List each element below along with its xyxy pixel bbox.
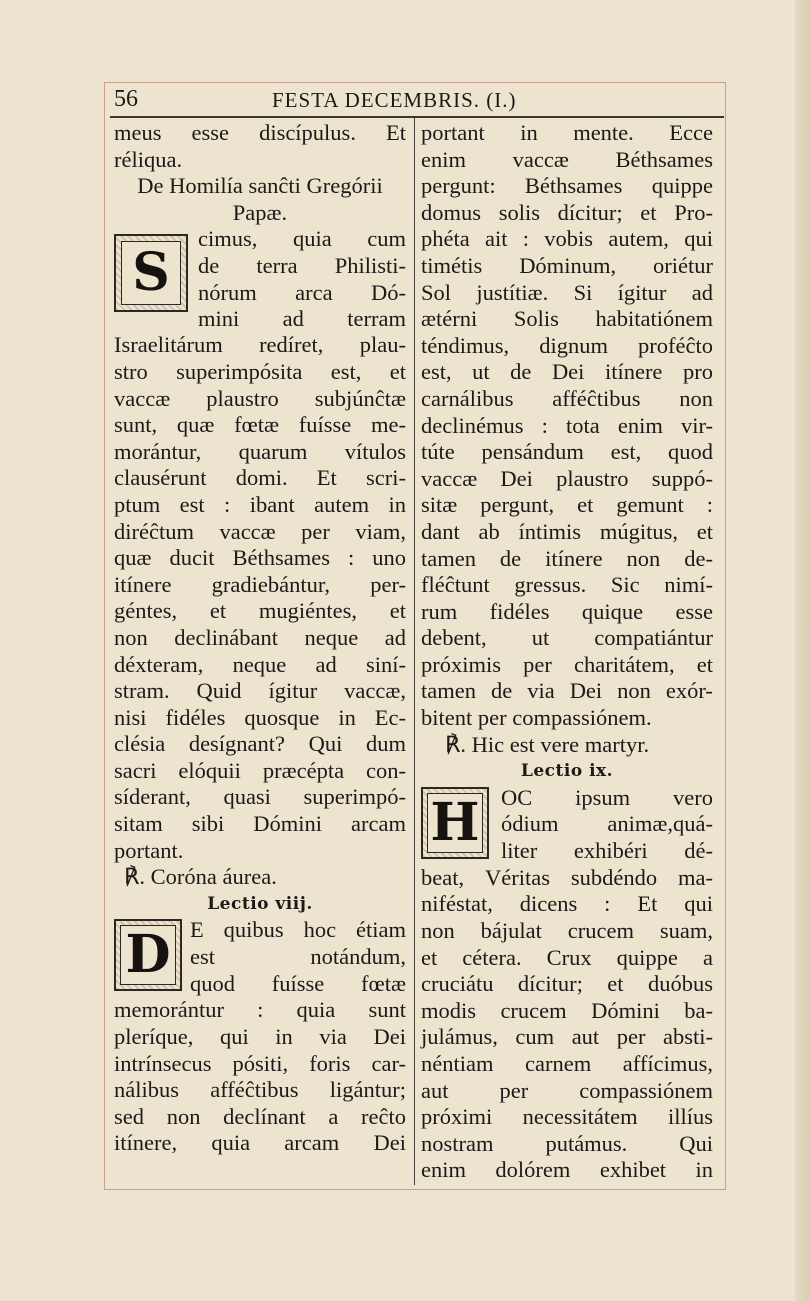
text-line: itínere, quia arcam Dei [114, 1130, 406, 1156]
page-number: 56 [114, 86, 138, 112]
text-line: pleríque, qui in via Dei [114, 1024, 406, 1050]
running-title: FESTA DECEMBRIS. (I.) [272, 88, 517, 112]
text-line: ætérni Solis habitatiónem [421, 306, 713, 332]
text-line: enim dolórem exhibet in [421, 1157, 713, 1183]
initial-letter: D [125, 924, 171, 986]
text-line: téndimus, dignum proféĉto [421, 332, 713, 358]
text-line: quæ ducit Béthsames : uno [114, 545, 406, 571]
text-line: enim vaccæ Béthsames [421, 146, 713, 172]
text-line: nórum arca Dó- [198, 279, 406, 305]
text-line: nisi fidéles quosque in Ec- [114, 704, 406, 730]
text-line: ptum est : ibant autem in [114, 491, 406, 517]
left-column [114, 120, 406, 1157]
text-line: mini ad terram [198, 306, 406, 332]
text-line: sunt, quæ fœtæ fuísse me- [114, 412, 406, 438]
frame-rule-right [725, 82, 726, 1190]
column-divider [414, 118, 415, 1185]
ornamental-initial-d [114, 919, 182, 991]
text-line: Israelitárum redíret, plau- [114, 332, 406, 358]
text-line: vaccæ plaustro subjúnĉtæ [114, 385, 406, 411]
text-line: quod fuísse fœtæ [190, 970, 406, 996]
text-line: stro superimpósita est, et [114, 358, 406, 384]
text-line: próximi necessitátem illíus [421, 1104, 713, 1130]
text-line: ódium animæ,quá- [501, 811, 713, 837]
initial-letter: S [132, 242, 170, 304]
text-line: niféstat, dicens : Et qui [421, 891, 713, 917]
text-line: domus solis dícitur; et Pro- [421, 199, 713, 225]
text-line: et cétera. Crux quippe a [421, 944, 713, 970]
text-line: fléĉtunt gressus. Sic nimí- [421, 572, 713, 598]
responsory: ℟. Hic est vere martyr. [445, 731, 650, 757]
right-column [421, 120, 713, 1184]
ornamental-initial-s [114, 234, 188, 312]
text-line: próximis per charitátem, et [421, 651, 713, 677]
text-line: julámus, cum aut per absti- [421, 1024, 713, 1050]
text-line: vaccæ Dei plaustro suppó- [421, 465, 713, 491]
frame-rule-top [104, 82, 726, 83]
page-header [110, 84, 724, 114]
text-line: non bájulat crucem suam, [421, 918, 713, 944]
text-line: portant in mente. Ecce [421, 120, 713, 145]
page-edge [795, 0, 809, 1301]
header-rule [110, 116, 724, 118]
text-line: néntiam carnem affícimus, [421, 1051, 713, 1076]
text-line: carnálibus afféĉtibus non [421, 385, 713, 411]
text-line: est notándum, [190, 944, 406, 970]
ornamental-initial-h [421, 787, 489, 859]
text-line: de terra Philisti- [198, 252, 406, 278]
text-line: timétis Dóminum, oriétur [421, 252, 713, 278]
text-line: sitæ pergunt, et gemunt : [421, 492, 713, 518]
text-line: pergunt: Béthsames quippe [421, 173, 713, 199]
dropcap-paragraph-2 [114, 917, 406, 997]
text-line: sed non declínant a reĉto [114, 1103, 406, 1129]
text-line: beat, Véritas subdéndo ma- [421, 864, 713, 890]
text-line: portant. [114, 837, 184, 863]
homily-heading-cont: Papæ. [232, 199, 288, 225]
text-line: bitent per compassiónem. [421, 705, 652, 731]
text-line: stram. Quid ígitur vaccæ, [114, 678, 406, 704]
text-line: E quibus hoc étiam [190, 917, 406, 943]
text-line: túte pensándum est, quod [421, 439, 713, 465]
dropcap-paragraph-1 [114, 226, 406, 332]
frame-rule-bottom [104, 1189, 726, 1190]
text-line: rum fidéles quique esse [421, 598, 713, 624]
text-line: déxteram, neque ad siní- [114, 651, 406, 677]
text-line: non declinábant neque ad [114, 624, 406, 650]
text-line: cruciátu dícitur; et duóbus [421, 971, 713, 997]
text-line: debent, ut compatiántur [421, 625, 713, 651]
text-line: modis crucem Dómini ba- [421, 997, 713, 1023]
homily-heading: De Homilía sanĉti Gregórii [137, 173, 383, 199]
lectio-heading-8: Lectio viij. [207, 893, 313, 914]
text-line: aut per compassiónem [421, 1077, 713, 1103]
text-line: sacri elóquii præcépta con- [114, 757, 406, 783]
text-line: liter exhibéri dé- [501, 838, 713, 864]
frame-rule-left [104, 82, 105, 1190]
text-line: réliqua. [114, 146, 183, 172]
text-line: OC ipsum vero [501, 784, 713, 810]
text-line: clésia desígnant? Qui dum [114, 731, 406, 757]
text-line: nálibus afféĉtibus ligántur; [114, 1077, 406, 1103]
text-line: tamen de via Dei non exór- [421, 678, 713, 704]
text-line: clausérunt domi. Et scri- [114, 465, 406, 491]
text-line: intrínsecus pósiti, foris car- [114, 1050, 406, 1076]
text-line: nostram putámus. Qui [421, 1130, 713, 1156]
text-line: phéta ait : vobis autem, qui [421, 226, 713, 252]
text-line: declinémus : tota enim vir- [421, 412, 713, 438]
responsory: ℟. Coróna áurea. [124, 864, 277, 890]
text-line: sitam sibi Dómini arcam [114, 811, 406, 837]
text-line: morántur, quarum vítulos [114, 438, 406, 464]
text-line: meus esse discípulus. Et [114, 120, 406, 145]
text-line: cimus, quia cum [198, 226, 406, 252]
lectio-heading-9: Lectio ix. [520, 761, 614, 782]
text-line: est, ut de Dei itínere pro [421, 359, 713, 385]
dropcap-paragraph-3 [421, 785, 713, 865]
text-line: itínere gradiebántur, per- [114, 571, 406, 597]
text-line: Sol justítiæ. Si ígitur ad [421, 279, 713, 305]
text-line: dant ab íntimis múgitus, et [421, 518, 713, 544]
text-line: tamen de itínere non de- [421, 545, 713, 571]
text-line: diréĉtum vaccæ per viam, [114, 518, 406, 544]
text-line: síderant, quasi superimpó- [114, 784, 406, 810]
initial-letter: H [430, 791, 480, 853]
text-line: géntes, et mugiéntes, et [114, 598, 406, 624]
text-line: memorántur : quia sunt [114, 997, 406, 1023]
